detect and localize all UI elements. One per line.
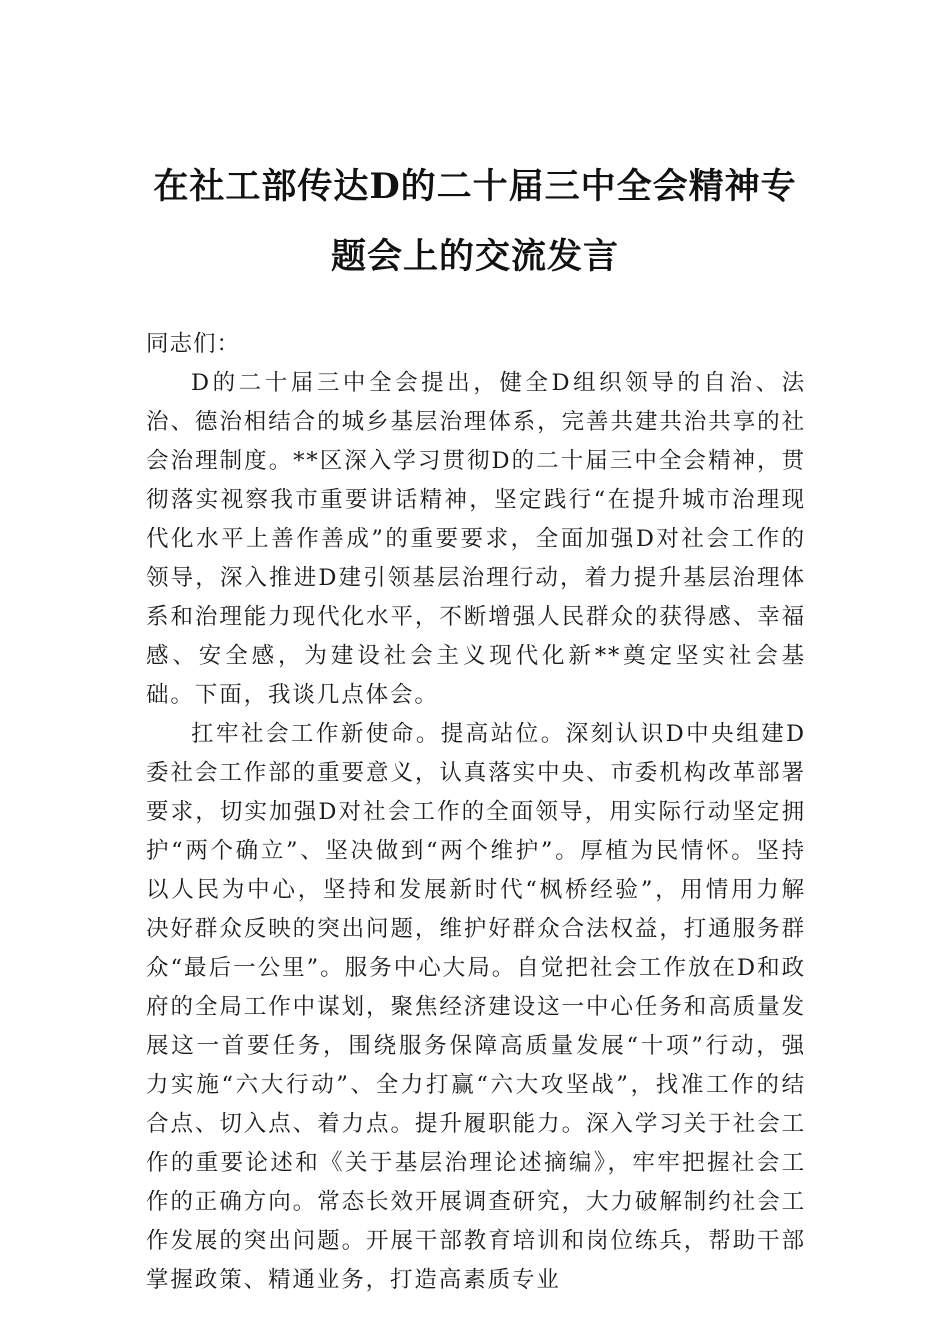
document-title: 在社工部传达D的二十届三中全会精神专题会上的交流发言 bbox=[153, 166, 797, 277]
salutation: 同志们： bbox=[146, 331, 241, 357]
document-body bbox=[146, 325, 806, 1300]
body-paragraph-1: D的二十届三中全会提出，健全D组织领导的自治、法治、德治相结合的城乡基层治理体系，完善共建共治共享的社会治理制度。**区深入学习贯彻D的二十届三中全会精神，贯彻落实视察我市重要讲话精神，坚定践行“在提升城市治理现代化水平上善作善成”的重要要求，全面加强D对社会工作的领导，深入推进D建引领基层治理行动，着力提升基层治理体系和治理能力现代化水平，不断增强人民群众的获得感、幸福感、安全感，为建设社会主义现代化新**奠定坚实社会基础。下面，我谈几点体会。 bbox=[146, 370, 806, 708]
body-paragraph-2: 扛牢社会工作新使命。提高站位。深刻认识D中央组建D委社会工作部的重要意义，认真落实中央、市委机构改革部署要求，切实加强D对社会工作的全面领导，用实际行动坚定拥护“两个确立”、坚决做到“两个维护”。厚植为民情怀。坚持以人民为中心，坚持和发展新时代“枫桥经验”，用情用力解决好群众反映的突出问题，维护好群众合法权益，打通服务群众“最后一公里”。服务中心大局。自觉把社会工作放在D和政府的全局工作中谋划，聚焦经济建设这一中心任务和高质量发展这一首要任务，围绕服务保障高质量发展“十项”行动，强力实施“六大行动”、全力打赢“六大攻坚战”，找准工作的结合点、切入点、着力点。提升履职能力。深入学习关于社会工作的重要论述和《关于基层治理论述摘编》，牢牢把握社会工作的正确方向。常态长效开展调查研究，大力破解制约社会工作发展的突出问题。开展干部教育培训和岗位练兵，帮助干部掌握政策、精通业务，打造高素质专业 bbox=[146, 721, 806, 1293]
